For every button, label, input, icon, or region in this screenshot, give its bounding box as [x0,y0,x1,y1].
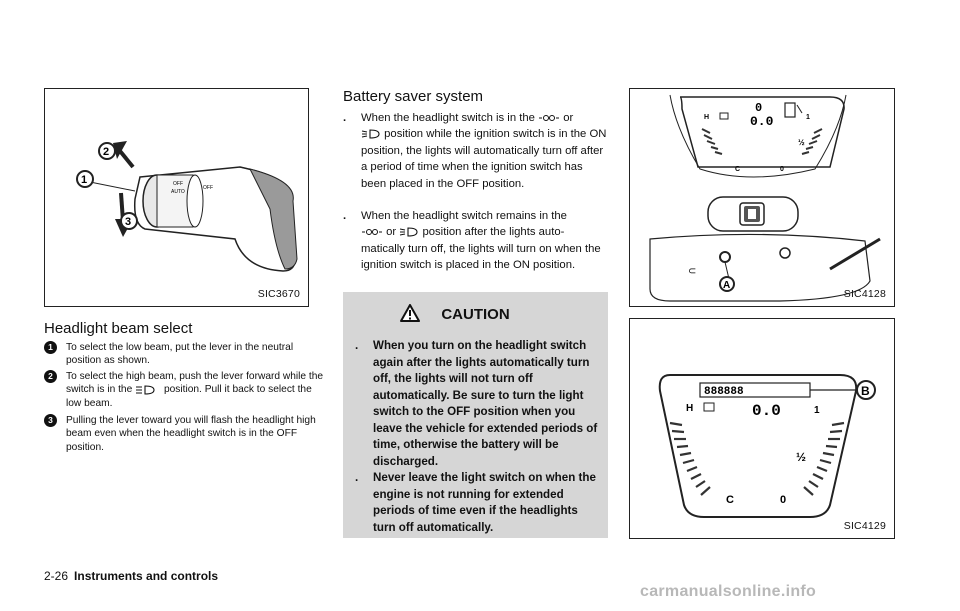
bullet-text: When the headlight switch is in the [361,112,535,124]
gauge-one: 1 [814,405,820,416]
gauge-cluster-illustration [630,89,894,306]
caution-text: When you turn on the headlight switch again after the lights automatically turn off, the lights will not turn off automatically. Be sure to turn the light switch to the OFF position when you leave the vehicle for extended periods of time, otherwise the battery will be discharged. [373,339,598,468]
page-footer [44,569,218,583]
step-text-after: position. Pull it back to select the low beam. [66,384,312,409]
caution-item-1 [355,338,600,470]
caution-dot: . [355,471,359,484]
caution-item-2 [355,470,600,536]
figure-caption: SIC4129 [843,520,886,532]
label-2: 2 [103,146,110,158]
bullet-text: the ON position, the lights will automatically turn off after a period of time when the ignition switch has been placed in the OFF position. [361,128,607,190]
gauge-c: C [735,166,741,173]
heading-headlight-beam-select: Headlight beam select [44,320,193,337]
page-number: 2-26 [44,569,69,583]
odometer-digits: 888888 [704,386,744,398]
step-number: 2 [44,370,57,383]
svg-text:⊂: ⊂ [688,266,697,277]
caution-box [343,292,608,538]
step-text: To select the low beam, put the lever in the neutral position as shown. [66,342,294,367]
step-3 [44,414,324,454]
step-number: 1 [44,341,57,354]
bullet-text: or [563,112,574,124]
step-1 [44,341,324,368]
gauge-h: H [704,114,710,121]
section-title: Instruments and controls [74,569,219,583]
switch-mark-auto: AUTO [171,189,185,195]
bullet-text: position after the lights auto- [422,226,565,239]
high-beam-icon [135,385,161,395]
figure-caption: SIC3670 [257,288,300,300]
bullet-text: matically turn off, the lights will turn on when the ignition switch is placed in the ON position. [361,242,601,272]
headlight-lever-illustration [45,89,308,306]
switch-mark-off-1: OFF [173,181,183,187]
label-3: 3 [125,216,132,228]
step-text-before: To select the high beam, push the lever forward while the switch is in the [66,371,324,396]
bullet-text: position while the ignition switch is in [384,128,568,141]
switch-mark-off-2: OFF [203,185,213,191]
step-text: Pulling the lever toward you will flash the headlight high beam even when the headlight switch is in the OFF position. [66,415,316,453]
bullet-2 [343,208,608,274]
side-light-icon [538,113,560,123]
figure-gauge-auto-light [629,88,895,307]
headlight-icon [361,129,381,139]
heading-battery-saver: Battery saver system [343,88,484,105]
label-a: A [723,280,731,291]
gauge-digits: 0.0 [750,114,774,129]
gauge-half: ½ [798,138,805,147]
bullet-1 [343,110,608,192]
gauge-h: H [686,403,694,414]
gauge-zero: 0 [780,166,784,173]
caution-title: CAUTION [441,306,510,323]
caution-text: Never leave the light switch on when the engine is not running for extended periods of time even if the headlights turn off automatically. [373,471,596,534]
bullet-dot: . [343,112,347,124]
side-light-icon [361,227,383,237]
headlight-icon [399,227,419,237]
bullet-text: or [386,226,397,239]
watermark[interactable]: carmanualsonline.info [640,583,817,600]
gauge-one: 1 [806,114,810,121]
step-2 [44,370,324,410]
bullet-text: When the headlight switch remains in the [361,210,567,222]
figure-headlight-lever [44,88,309,307]
gauge-odometer-illustration [630,319,894,538]
caution-dot: . [355,339,359,352]
gauge-half: ½ [796,450,807,464]
label-1: 1 [81,174,88,186]
gauge-zero: 0 [780,494,787,506]
gauge-digit-top: 0 [755,101,763,115]
bullet-dot: . [343,210,347,222]
label-b: B [861,384,870,398]
figure-caption: SIC4128 [843,288,886,300]
step-number: 3 [44,414,57,427]
figure-gauge-odometer [629,318,895,539]
gauge-c: C [726,494,734,506]
gauge-digits: 0.0 [752,402,781,420]
